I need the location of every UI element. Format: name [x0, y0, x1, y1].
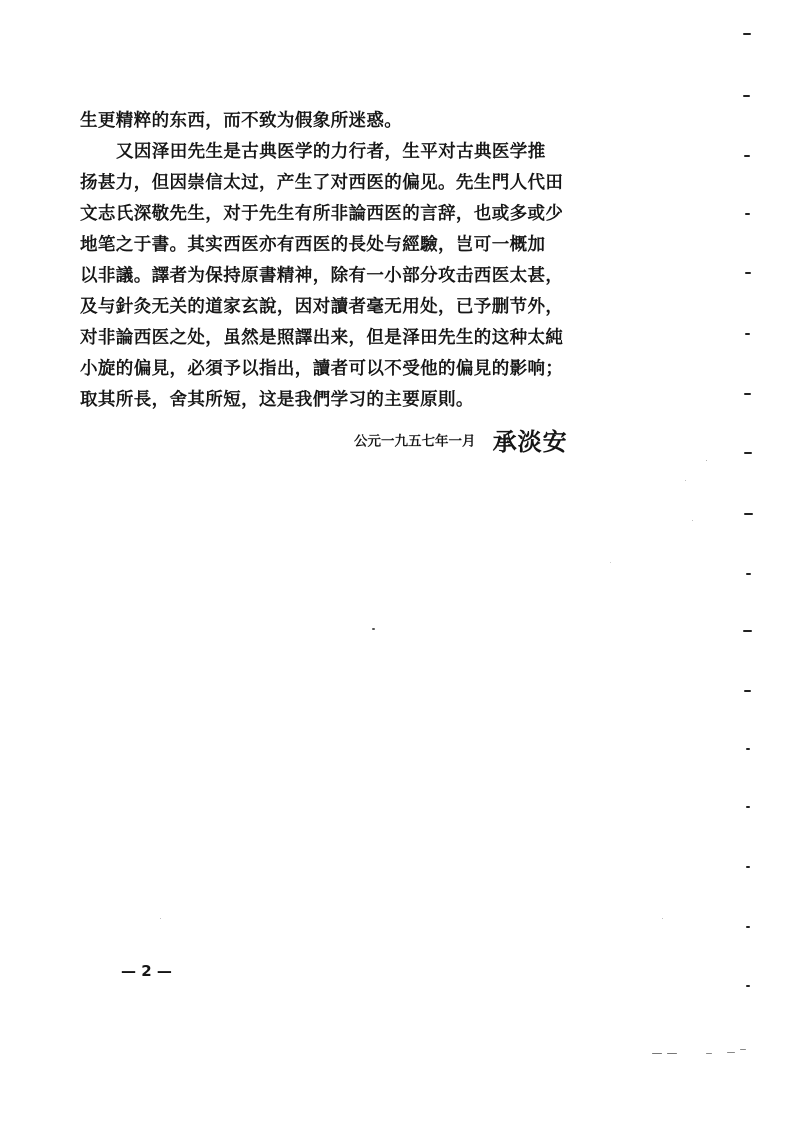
text-line-1: 生更精粹的东西，而不致为假象所迷惑。: [80, 111, 403, 131]
text-line-4: 文志氏深敬先生，对于先生有所非論西医的言辞，也或多或少: [80, 204, 564, 224]
text-line-10: 取其所長，舍其所短，这是我們学习的主要原則。: [80, 390, 474, 410]
signature-block: [354, 424, 568, 458]
text-line-6: 以非議。譯者为保持原書精神，除有一小部分攻击西医太甚，: [80, 266, 564, 286]
text-line-7: 及与針灸无关的道家玄說，因对讀者毫无用处，已予删节外，: [80, 297, 564, 317]
signature-date: 公元一九五七年一月: [354, 433, 476, 450]
text-line-5: 地笔之于書。其实西医亦有西医的長处与經驗，岂可一概加: [80, 235, 546, 255]
text-line-2: 又因泽田先生是古典医学的力行者，生平对古典医学推: [116, 142, 546, 162]
text-line-8: 对非論西医之处，虽然是照譯出来，但是泽田先生的这种太純: [80, 328, 564, 348]
text-line-3: 扬甚力，但因崇信太过，产生了对西医的偏见。先生門人代田: [80, 173, 564, 193]
signature-name: 承淡安: [492, 426, 568, 456]
text-line-9: 小旋的偏見，必須予以指出，讀者可以不受他的偏見的影响；: [80, 359, 564, 379]
page-number: — 2 —: [121, 962, 172, 980]
body-text: [80, 106, 670, 416]
